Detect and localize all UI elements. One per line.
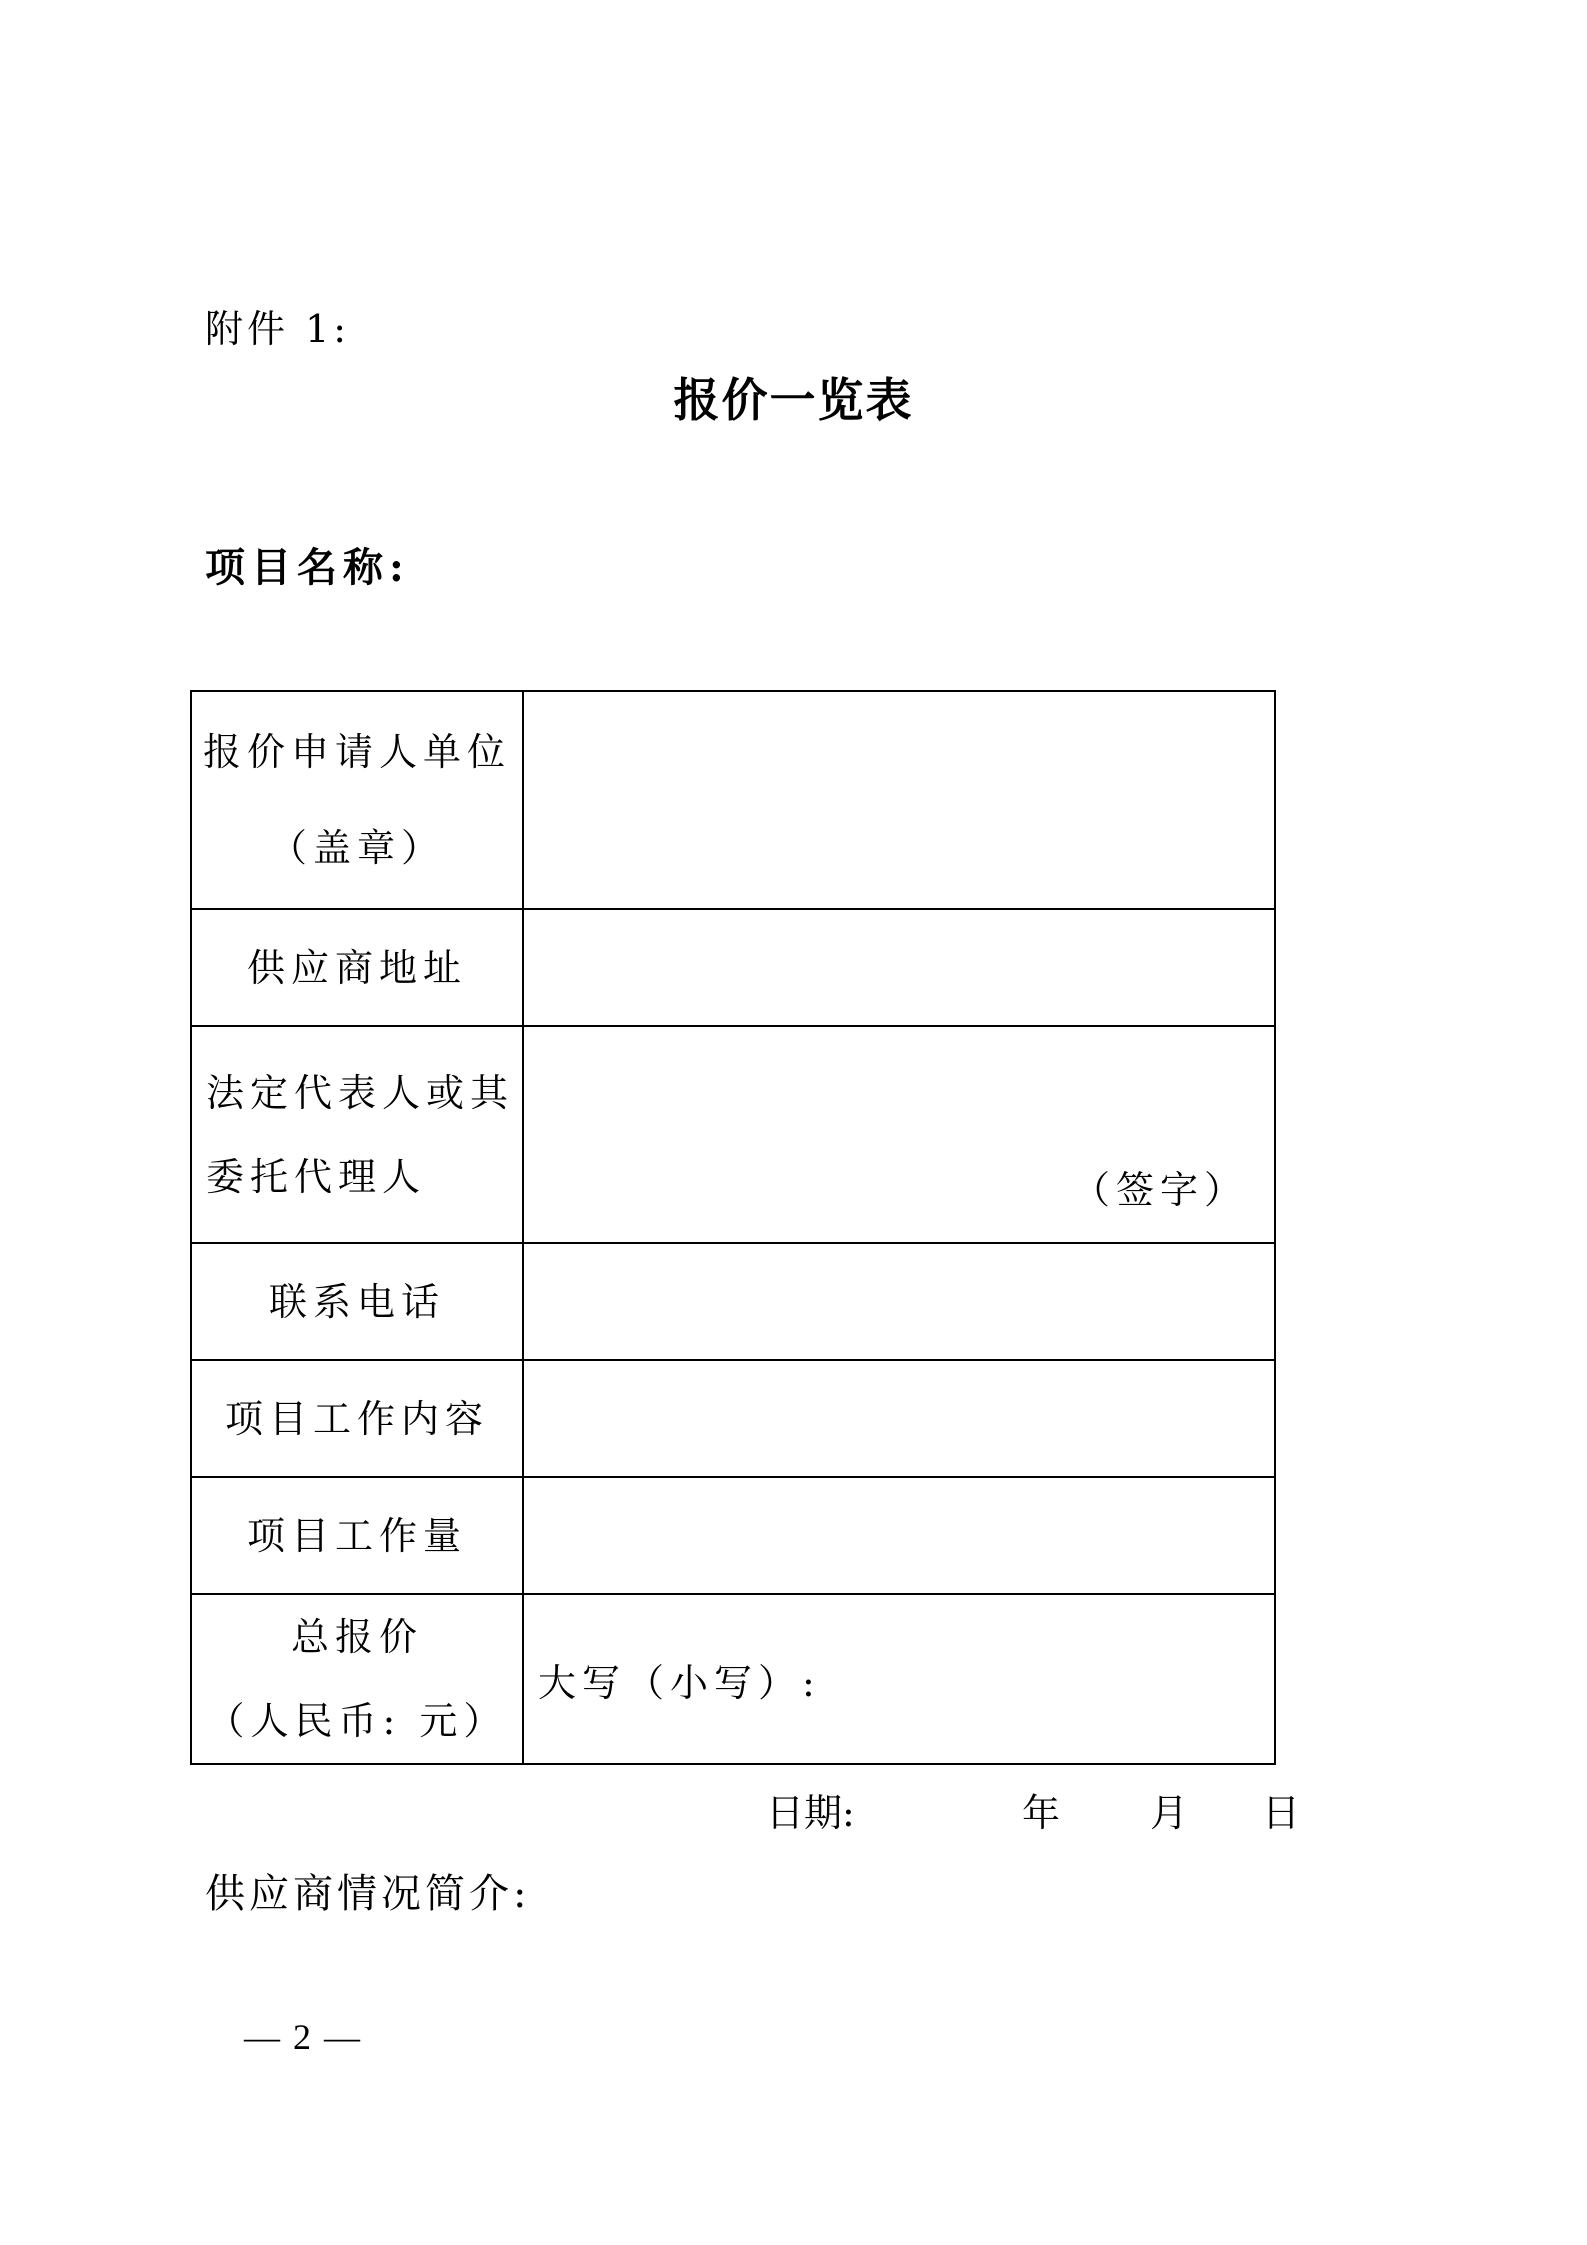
workload-value-cell[interactable] — [523, 1477, 1275, 1594]
project-name-label: 项目名称: — [205, 544, 410, 591]
attachment-label: 附件 1: — [205, 307, 351, 351]
total-currency-note: （人民币: 元） — [206, 1699, 508, 1743]
table-row-representative — [191, 1026, 1275, 1243]
phone-value-cell[interactable] — [523, 1243, 1275, 1360]
total-value-cell[interactable] — [523, 1594, 1275, 1764]
table-row-applicant — [191, 691, 1275, 909]
phone-label: 联系电话 — [268, 1279, 445, 1324]
workload-label: 项目工作量 — [246, 1513, 467, 1558]
applicant-label-cell — [191, 691, 523, 909]
quote-table — [190, 690, 1276, 1765]
day-label: 日 — [1262, 1791, 1301, 1835]
table-row-phone — [191, 1243, 1275, 1360]
table-row-total — [191, 1594, 1275, 1764]
page-title: 报价一览表 — [673, 373, 914, 427]
total-label: 总报价 — [290, 1615, 423, 1659]
supplier-intro-label: 供应商情况简介: — [205, 1871, 531, 1917]
table-row-workload — [191, 1477, 1275, 1594]
month-label: 月 — [1150, 1791, 1189, 1835]
representative-label-line1: 法定代表人或其 — [206, 1070, 515, 1115]
representative-label-cell — [191, 1026, 523, 1243]
representative-value-cell[interactable] — [523, 1026, 1275, 1243]
workload-label-cell — [191, 1477, 523, 1594]
work-content-label: 项目工作内容 — [224, 1396, 489, 1441]
work-content-label-cell — [191, 1360, 523, 1477]
applicant-seal-note: （盖章） — [268, 826, 445, 870]
address-label-cell — [191, 909, 523, 1026]
applicant-value-cell[interactable] — [523, 691, 1275, 909]
year-label: 年 — [1022, 1791, 1061, 1835]
signature-note: （签字） — [1071, 1168, 1248, 1212]
date-label: 日期: — [766, 1791, 855, 1835]
total-amount-label: 大写（小写）: — [538, 1660, 821, 1705]
total-label-cell — [191, 1594, 523, 1764]
table-row-address — [191, 909, 1275, 1026]
applicant-label: 报价申请人单位 — [202, 730, 511, 774]
work-content-value-cell[interactable] — [523, 1360, 1275, 1477]
representative-label-line2: 委托代理人 — [206, 1154, 427, 1199]
address-value-cell[interactable] — [523, 909, 1275, 1026]
page-number: — 2 — — [244, 2017, 362, 2057]
table-row-work-content — [191, 1360, 1275, 1477]
address-label: 供应商地址 — [246, 945, 467, 990]
phone-label-cell — [191, 1243, 523, 1360]
